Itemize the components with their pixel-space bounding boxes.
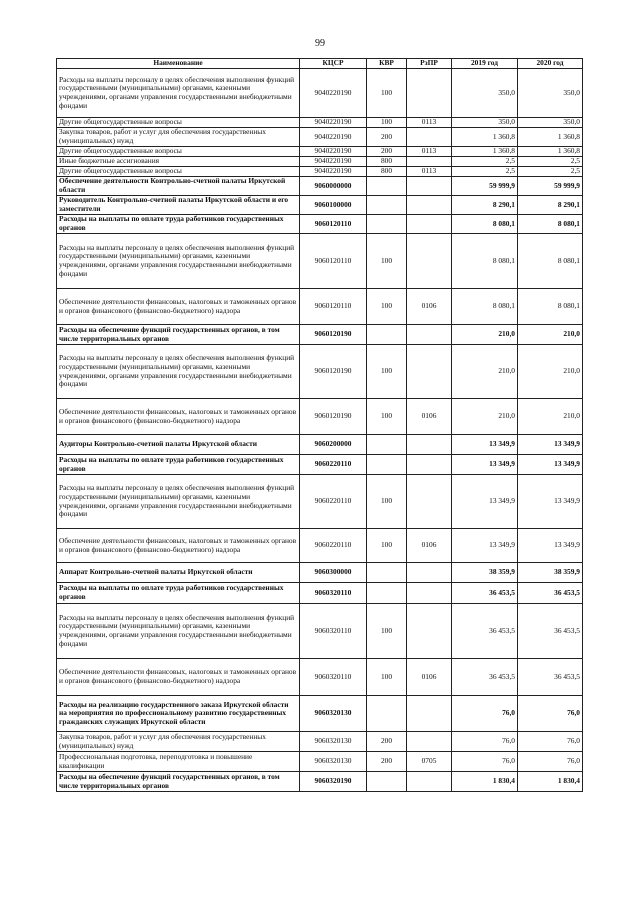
table-row: [57, 196, 583, 215]
cell-rzpr: [407, 563, 452, 583]
cell-2020: 36 453,5: [518, 604, 583, 659]
cell-2019: 2,5: [452, 157, 518, 167]
cell-2020: 36 453,5: [518, 583, 583, 604]
cell-kcsr: 9060320190: [300, 772, 367, 792]
cell-2019: 13 349,9: [452, 455, 518, 475]
cell-rzpr: 0113: [407, 118, 452, 128]
cell-2020: 76,0: [518, 696, 583, 732]
cell-2020: 210,0: [518, 399, 583, 435]
cell-kvr: [367, 563, 407, 583]
cell-name: Расходы на обеспечение функций государственных органов, в том числе территориальных органов: [57, 772, 300, 792]
cell-name: Расходы на выплаты персоналу в целях обеспечения выполнения функций государственными (муниципальными) органами, казенными учреждениями, органами управления государственными внебюджетными фондами: [57, 234, 300, 289]
cell-rzpr: [407, 604, 452, 659]
cell-kcsr: 9060100000: [300, 196, 367, 215]
cell-2020: 210,0: [518, 325, 583, 345]
cell-kcsr: 9060320130: [300, 696, 367, 732]
cell-2020: 38 359,9: [518, 563, 583, 583]
table-row: [57, 234, 583, 289]
cell-kcsr: 9060320130: [300, 752, 367, 772]
cell-kcsr: 9060320110: [300, 583, 367, 604]
header-rzpr: РзПР: [407, 59, 452, 69]
cell-2020: 8 290,1: [518, 196, 583, 215]
cell-2019: 210,0: [452, 345, 518, 399]
cell-kcsr: 9060200000: [300, 435, 367, 455]
header-kvr: КВР: [367, 59, 407, 69]
cell-name: Расходы на выплаты по оплате труда работников государственных органов: [57, 583, 300, 604]
table-row: [57, 147, 583, 157]
cell-2020: 1 830,4: [518, 772, 583, 792]
table-row: [57, 157, 583, 167]
cell-kvr: [367, 772, 407, 792]
table-row: [57, 118, 583, 128]
table-header-row: [57, 59, 583, 69]
cell-rzpr: [407, 455, 452, 475]
cell-rzpr: [407, 128, 452, 147]
cell-name: Аудиторы Контрольно-счетной палаты Иркутской области: [57, 435, 300, 455]
cell-2020: 8 080,1: [518, 289, 583, 325]
cell-rzpr: [407, 69, 452, 118]
cell-kvr: [367, 696, 407, 732]
cell-kcsr: 9040220190: [300, 147, 367, 157]
cell-2019: 8 290,1: [452, 196, 518, 215]
table-row: [57, 583, 583, 604]
cell-rzpr: [407, 196, 452, 215]
cell-name: Расходы на выплаты по оплате труда работников государственных органов: [57, 455, 300, 475]
cell-name: Расходы на выплаты персоналу в целях обеспечения выполнения функций государственными (муниципальными) органами, казенными учреждениями, органами управления государственными внебюджетными фондами: [57, 69, 300, 118]
cell-rzpr: [407, 157, 452, 167]
table-row: [57, 455, 583, 475]
cell-kcsr: 9060220110: [300, 529, 367, 563]
cell-kcsr: 9060120110: [300, 215, 367, 234]
cell-kcsr: 9060120190: [300, 399, 367, 435]
cell-2019: 210,0: [452, 399, 518, 435]
cell-name: Расходы на выплаты персоналу в целях обеспечения выполнения функций государственными (муниципальными) органами, казенными учреждениями, органами управления государственными внебюджетными фондами: [57, 475, 300, 529]
cell-kvr: [367, 177, 407, 196]
cell-2020: 36 453,5: [518, 659, 583, 696]
cell-2020: 13 349,9: [518, 475, 583, 529]
cell-rzpr: 0705: [407, 752, 452, 772]
cell-rzpr: 0106: [407, 399, 452, 435]
cell-2019: 1 360,8: [452, 147, 518, 157]
cell-2019: 13 349,9: [452, 529, 518, 563]
cell-rzpr: [407, 475, 452, 529]
cell-name: Руководитель Контрольно-счетной палаты Иркутской области и его заместители: [57, 196, 300, 215]
cell-rzpr: [407, 772, 452, 792]
cell-name: Другие общегосударственные вопросы: [57, 167, 300, 177]
budget-table: [56, 58, 583, 792]
cell-rzpr: 0113: [407, 147, 452, 157]
table-row: [57, 289, 583, 325]
table-row: [57, 325, 583, 345]
cell-rzpr: [407, 215, 452, 234]
cell-rzpr: 0106: [407, 659, 452, 696]
cell-2019: 36 453,5: [452, 604, 518, 659]
table-row: [57, 475, 583, 529]
cell-name: Обеспечение деятельности финансовых, налоговых и таможенных органов и органов финансового (финансово-бюджетного) надзора: [57, 659, 300, 696]
table-row: [57, 529, 583, 563]
cell-2020: 8 080,1: [518, 234, 583, 289]
cell-name: Другие общегосударственные вопросы: [57, 118, 300, 128]
cell-2020: 59 999,9: [518, 177, 583, 196]
cell-2020: 2,5: [518, 167, 583, 177]
cell-kvr: [367, 215, 407, 234]
cell-rzpr: [407, 696, 452, 732]
cell-2020: 350,0: [518, 118, 583, 128]
table-row: [57, 732, 583, 752]
cell-rzpr: 0106: [407, 289, 452, 325]
cell-name: Обеспечение деятельности финансовых, налоговых и таможенных органов и органов финансового (финансово-бюджетного) надзора: [57, 399, 300, 435]
cell-name: Обеспечение деятельности Контрольно-счетной палаты Иркутской области: [57, 177, 300, 196]
cell-kvr: 800: [367, 157, 407, 167]
cell-kvr: 100: [367, 475, 407, 529]
cell-name: Расходы на выплаты по оплате труда работников государственных органов: [57, 215, 300, 234]
cell-2020: 8 080,1: [518, 215, 583, 234]
cell-2019: 76,0: [452, 732, 518, 752]
cell-kvr: 800: [367, 167, 407, 177]
table-row: [57, 563, 583, 583]
cell-rzpr: [407, 325, 452, 345]
table-row: [57, 604, 583, 659]
cell-kcsr: 9060320130: [300, 732, 367, 752]
cell-2019: 13 349,9: [452, 475, 518, 529]
cell-rzpr: [407, 583, 452, 604]
cell-2019: 8 080,1: [452, 289, 518, 325]
cell-kvr: 100: [367, 604, 407, 659]
cell-2019: 76,0: [452, 696, 518, 732]
cell-kcsr: 9040220190: [300, 128, 367, 147]
cell-kvr: 200: [367, 128, 407, 147]
cell-name: Профессиональная подготовка, переподготовка и повышение квалификации: [57, 752, 300, 772]
cell-kcsr: 9060320110: [300, 604, 367, 659]
cell-2019: 59 999,9: [452, 177, 518, 196]
table-row: [57, 752, 583, 772]
cell-name: Расходы на выплаты персоналу в целях обеспечения выполнения функций государственными (муниципальными) органами, казенными учреждениями, органами управления государственными внебюджетными фондами: [57, 345, 300, 399]
cell-name: Другие общегосударственные вопросы: [57, 147, 300, 157]
table-row: [57, 177, 583, 196]
cell-rzpr: [407, 234, 452, 289]
cell-2019: 2,5: [452, 167, 518, 177]
cell-kvr: 100: [367, 69, 407, 118]
cell-rzpr: [407, 345, 452, 399]
cell-2019: 350,0: [452, 118, 518, 128]
cell-kcsr: 9040220190: [300, 157, 367, 167]
cell-kvr: [367, 455, 407, 475]
header-2020: 2020 год: [518, 59, 583, 69]
cell-2019: 76,0: [452, 752, 518, 772]
cell-kvr: 100: [367, 529, 407, 563]
cell-kcsr: 9060000000: [300, 177, 367, 196]
cell-name: Аппарат Контрольно-счетной палаты Иркутской области: [57, 563, 300, 583]
page-number: 99: [315, 38, 325, 49]
table-row: [57, 772, 583, 792]
table-row: [57, 167, 583, 177]
cell-rzpr: [407, 435, 452, 455]
cell-2019: 1 830,4: [452, 772, 518, 792]
cell-name: Закупка товаров, работ и услуг для обеспечения государственных (муниципальных) нужд: [57, 128, 300, 147]
header-name: Наименование: [57, 59, 300, 69]
cell-2020: 1 360,8: [518, 128, 583, 147]
cell-rzpr: 0106: [407, 529, 452, 563]
cell-2019: 8 080,1: [452, 234, 518, 289]
cell-kcsr: 9060120110: [300, 234, 367, 289]
cell-rzpr: 0113: [407, 167, 452, 177]
cell-kcsr: 9060120190: [300, 345, 367, 399]
cell-2020: 13 349,9: [518, 435, 583, 455]
cell-name: Обеспечение деятельности финансовых, налоговых и таможенных органов и органов финансового (финансово-бюджетного) надзора: [57, 289, 300, 325]
table-row: [57, 399, 583, 435]
cell-kvr: [367, 196, 407, 215]
cell-name: Иные бюджетные ассигнования: [57, 157, 300, 167]
cell-2020: 210,0: [518, 345, 583, 399]
cell-2019: 1 360,8: [452, 128, 518, 147]
table-row: [57, 345, 583, 399]
cell-2019: 36 453,5: [452, 583, 518, 604]
header-2019: 2019 год: [452, 59, 518, 69]
cell-2019: 36 453,5: [452, 659, 518, 696]
cell-kcsr: 9060300000: [300, 563, 367, 583]
cell-kvr: 200: [367, 732, 407, 752]
cell-kvr: 200: [367, 147, 407, 157]
cell-2020: 350,0: [518, 69, 583, 118]
cell-kcsr: 9060320110: [300, 659, 367, 696]
cell-kvr: 100: [367, 118, 407, 128]
cell-name: Расходы на выплаты персоналу в целях обеспечения выполнения функций государственными (муниципальными) органами, казенными учреждениями, органами управления государственными внебюджетными фондами: [57, 604, 300, 659]
cell-kcsr: 9040220190: [300, 167, 367, 177]
cell-kvr: [367, 325, 407, 345]
cell-kcsr: 9040220190: [300, 69, 367, 118]
cell-name: Расходы на обеспечение функций государственных органов, в том числе территориальных органов: [57, 325, 300, 345]
cell-2019: 8 080,1: [452, 215, 518, 234]
cell-kcsr: 9040220190: [300, 118, 367, 128]
cell-2019: 38 359,9: [452, 563, 518, 583]
cell-2020: 76,0: [518, 732, 583, 752]
table-row: [57, 128, 583, 147]
cell-2020: 13 349,9: [518, 529, 583, 563]
table-row: [57, 696, 583, 732]
cell-kcsr: 9060120110: [300, 289, 367, 325]
cell-2020: 1 360,8: [518, 147, 583, 157]
cell-2020: 2,5: [518, 157, 583, 167]
cell-kcsr: 9060220110: [300, 455, 367, 475]
cell-rzpr: [407, 177, 452, 196]
cell-kvr: 100: [367, 234, 407, 289]
cell-2019: 210,0: [452, 325, 518, 345]
cell-kvr: 100: [367, 399, 407, 435]
cell-name: Расходы на реализацию государственного заказа Иркутской области на мероприятия по профессиональному развитию государственных гражданских служащих Иркутской области: [57, 696, 300, 732]
table-row: [57, 435, 583, 455]
cell-kcsr: 9060120190: [300, 325, 367, 345]
cell-kvr: [367, 435, 407, 455]
cell-2019: 350,0: [452, 69, 518, 118]
cell-kcsr: 9060220110: [300, 475, 367, 529]
cell-kvr: 200: [367, 752, 407, 772]
table-row: [57, 215, 583, 234]
cell-rzpr: [407, 732, 452, 752]
cell-2020: 76,0: [518, 752, 583, 772]
cell-2019: 13 349,9: [452, 435, 518, 455]
cell-name: Закупка товаров, работ и услуг для обеспечения государственных (муниципальных) нужд: [57, 732, 300, 752]
table-row: [57, 659, 583, 696]
header-kcsr: КЦСР: [300, 59, 367, 69]
cell-kvr: [367, 583, 407, 604]
cell-kvr: 100: [367, 289, 407, 325]
table-row: [57, 69, 583, 118]
cell-name: Обеспечение деятельности финансовых, налоговых и таможенных органов и органов финансового (финансово-бюджетного) надзора: [57, 529, 300, 563]
cell-kvr: 100: [367, 345, 407, 399]
cell-2020: 13 349,9: [518, 455, 583, 475]
cell-kvr: 100: [367, 659, 407, 696]
